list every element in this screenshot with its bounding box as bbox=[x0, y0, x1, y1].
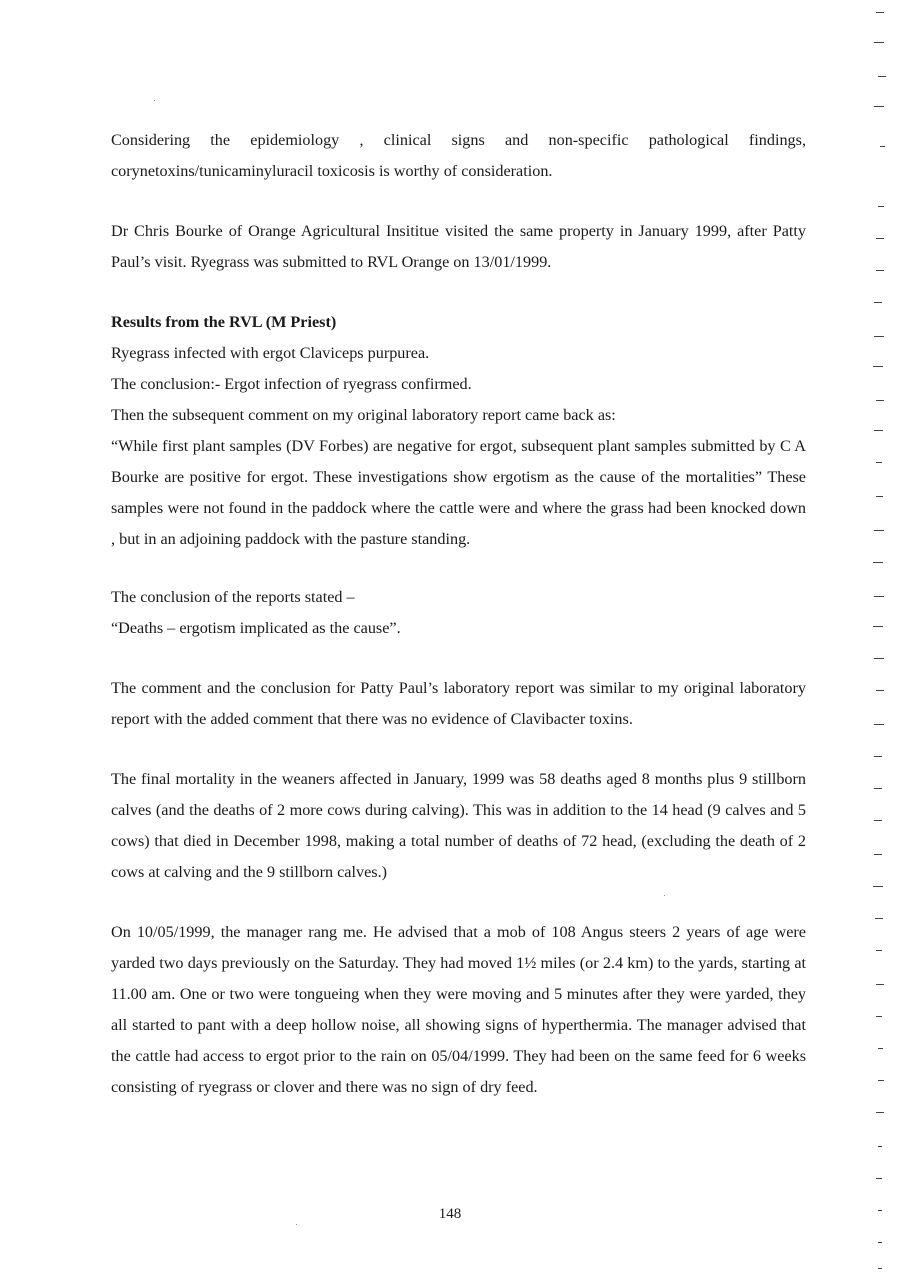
result-line-conclusion: The conclusion:- Ergot infection of ryegrass confirmed. bbox=[111, 375, 472, 393]
binding-mark bbox=[874, 756, 882, 757]
binding-mark bbox=[874, 658, 884, 659]
page-body bbox=[111, 125, 806, 1103]
paragraph-bourke-visit: Dr Chris Bourke of Orange Agricultural Insititue visited the same property in January 1999, after Patty Paul’s visit. Ryegrass was submitted to RVL Orange on 13/01/1999. bbox=[111, 222, 806, 271]
binding-mark bbox=[873, 886, 883, 887]
paragraph-manager-call: On 10/05/1999, the manager rang me. He advised that a mob of 108 Angus steers 2 years of age were yarded two days previously on the Saturday. They had moved 1½ miles (or 2.4 km) to the yards, starting at 11.00 am. One or two were tongueing when they were moving and 5 minutes after they were yarded, they all started to pant with a deep hollow noise, all showing signs of hyperthermia. The manager advised that the cattle had access to ergot prior to the rain on 05/04/1999. They had been on the same feed for 6 weeks consisting of ryegrass or clover and there was no sign of dry feed. bbox=[111, 923, 806, 1096]
section-heading-rvl-results: Results from the RVL (M Priest) bbox=[111, 313, 337, 331]
binding-mark bbox=[874, 530, 884, 531]
binding-mark bbox=[874, 336, 884, 337]
binding-mark bbox=[873, 562, 883, 563]
binding-mark bbox=[878, 1146, 882, 1147]
binding-mark bbox=[878, 1210, 882, 1211]
binding-mark bbox=[876, 12, 884, 13]
result-line-subsequent-comment: Then the subsequent comment on my original laboratory report came back as: bbox=[111, 406, 616, 424]
paragraph-final-mortality: The final mortality in the weaners affected in January, 1999 was 58 deaths aged 8 months plus 9 stillborn calves (and the deaths of 2 more cows during calving). This was in addition to the 14 head (9 calves and 5 cows) that died in December 1998, making a total number of deaths of 72 head, (excluding the death of 2 cows at calving and the 9 stillborn calves.) bbox=[111, 770, 806, 881]
binding-mark bbox=[876, 270, 884, 271]
binding-mark bbox=[878, 1080, 884, 1081]
conclusion-quote: “Deaths – ergotism implicated as the cause”. bbox=[111, 619, 401, 637]
result-quote-ergot-samples: “While first plant samples (DV Forbes) are negative for ergot, subsequent plant samples submitted by C A Bourke are positive for ergot. These investigations show ergotism as the cause of the mortalities” These samples were not found in the paddock where the cattle were and where the grass had been knocked down , but in an adjoining paddock with the pasture standing. bbox=[111, 437, 806, 548]
binding-edge-marks bbox=[870, 0, 900, 1279]
result-line-ryegrass: Ryegrass infected with ergot Claviceps purpurea. bbox=[111, 344, 430, 362]
binding-mark bbox=[874, 42, 884, 43]
binding-mark bbox=[876, 1178, 882, 1179]
binding-mark bbox=[878, 1048, 883, 1049]
conclusion-intro: The conclusion of the reports stated – bbox=[111, 588, 355, 606]
binding-mark bbox=[873, 366, 883, 367]
binding-mark bbox=[876, 496, 883, 497]
binding-mark bbox=[874, 302, 882, 303]
binding-mark bbox=[876, 984, 884, 985]
binding-mark bbox=[873, 626, 883, 627]
binding-mark bbox=[876, 950, 882, 951]
binding-mark bbox=[878, 206, 884, 207]
binding-mark bbox=[874, 854, 882, 855]
binding-mark bbox=[876, 238, 884, 239]
paragraph-epidemiology: Considering the epidemiology , clinical signs and non-specific pathological findings, corynetoxins/tunicaminyluracil toxicosis is worthy of consideration. bbox=[111, 131, 806, 180]
binding-mark bbox=[874, 788, 882, 789]
binding-mark bbox=[878, 1242, 882, 1243]
binding-mark bbox=[874, 820, 882, 821]
binding-mark bbox=[874, 106, 884, 107]
binding-mark bbox=[878, 1268, 882, 1269]
binding-mark bbox=[880, 146, 885, 147]
binding-mark bbox=[874, 724, 884, 725]
paragraph-patty-paul-report: The comment and the conclusion for Patty Paul’s laboratory report was similar to my original laboratory report with the added comment that there was no evidence of Clavibacter toxins. bbox=[111, 679, 806, 728]
scan-speck bbox=[296, 1224, 297, 1225]
binding-mark bbox=[876, 400, 884, 401]
scan-speck bbox=[154, 100, 155, 101]
binding-mark bbox=[875, 918, 883, 919]
binding-mark bbox=[874, 596, 884, 597]
binding-mark bbox=[876, 462, 882, 463]
scan-speck bbox=[664, 895, 665, 896]
binding-mark bbox=[876, 1112, 884, 1113]
binding-mark bbox=[874, 430, 883, 431]
binding-mark bbox=[876, 1016, 882, 1017]
page-number: 148 bbox=[438, 1206, 462, 1222]
binding-mark bbox=[878, 76, 886, 77]
binding-mark bbox=[876, 690, 884, 691]
